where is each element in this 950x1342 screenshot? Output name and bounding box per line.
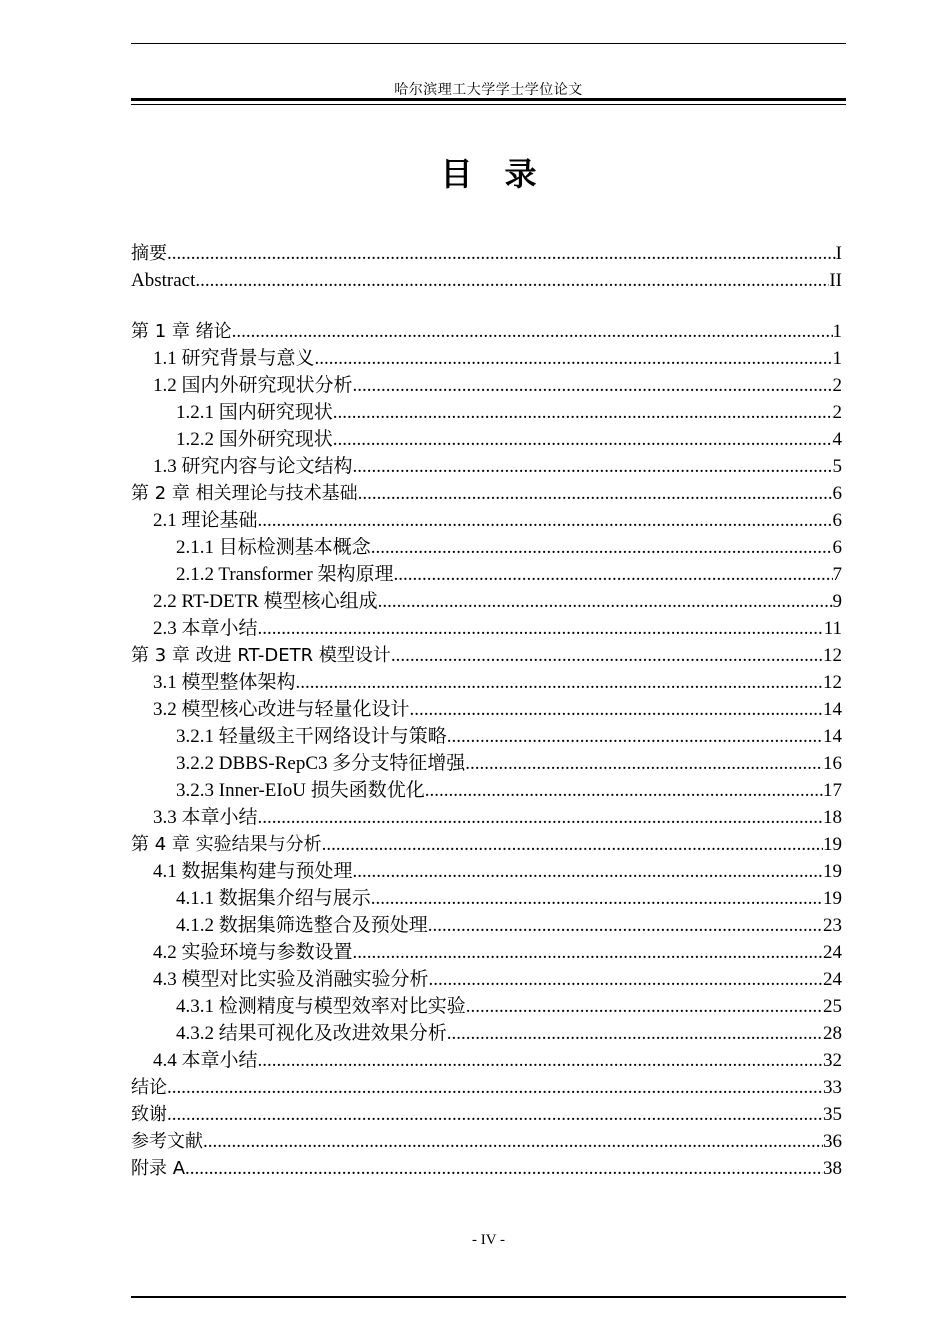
toc-dot-leader bbox=[203, 1128, 823, 1155]
toc-entry[interactable] bbox=[131, 750, 842, 777]
toc-entry-page: 6 bbox=[832, 483, 842, 504]
toc-dot-leader bbox=[296, 669, 823, 696]
toc-entry-page: 7 bbox=[832, 564, 842, 585]
toc-entry[interactable] bbox=[131, 426, 842, 453]
toc-entry[interactable] bbox=[131, 615, 842, 642]
toc-entry-label: 1.2 国内外研究现状分析 bbox=[153, 375, 353, 396]
toc-entry-label: 4.1 数据集构建与预处理 bbox=[153, 861, 353, 882]
page-number: - IV - bbox=[471, 1232, 506, 1248]
toc-entry[interactable] bbox=[131, 939, 842, 966]
toc-entry-page: 33 bbox=[823, 1077, 842, 1098]
toc-entry-page: 23 bbox=[823, 915, 842, 936]
header-thin-rule bbox=[131, 104, 846, 105]
toc-entry[interactable] bbox=[131, 372, 842, 399]
toc-dot-leader bbox=[333, 399, 833, 426]
toc-entry-label: 3.2.3 Inner-EIoU 损失函数优化 bbox=[176, 780, 425, 801]
toc-dot-leader bbox=[232, 318, 833, 345]
toc-entry[interactable] bbox=[131, 912, 842, 939]
toc-entry[interactable] bbox=[131, 267, 842, 294]
toc-dot-leader bbox=[429, 966, 823, 993]
toc-entry[interactable] bbox=[131, 561, 842, 588]
toc-entry[interactable] bbox=[131, 1155, 842, 1182]
toc-entry-label: 第 4 章 实验结果与分析 bbox=[131, 834, 322, 855]
toc-dot-leader bbox=[353, 453, 833, 480]
toc-entry[interactable] bbox=[131, 642, 842, 669]
toc-entry-label: 4.2 实验环境与参数设置 bbox=[153, 942, 353, 963]
toc-dot-leader bbox=[358, 480, 833, 507]
toc-entry[interactable] bbox=[131, 240, 842, 267]
toc-entry[interactable] bbox=[131, 723, 842, 750]
toc-dot-leader bbox=[447, 1020, 823, 1047]
toc-entry-label: 3.2.2 DBBS-RepC3 多分支特征增强 bbox=[176, 753, 466, 774]
toc-entry[interactable] bbox=[131, 453, 842, 480]
toc-entry-label: 4.1.2 数据集筛选整合及预处理 bbox=[176, 915, 428, 936]
footer-rule bbox=[131, 1296, 846, 1298]
toc-entry-label: 结论 bbox=[131, 1077, 167, 1098]
toc-entry-label: 3.2 模型核心改进与轻量化设计 bbox=[153, 699, 410, 720]
toc-dot-leader bbox=[322, 831, 823, 858]
toc-entry-page: 16 bbox=[823, 753, 842, 774]
toc-dot-leader bbox=[353, 858, 823, 885]
toc-entry-label: 致谢 bbox=[131, 1104, 167, 1125]
toc-entry[interactable] bbox=[131, 1128, 842, 1155]
toc-entry-page: 12 bbox=[823, 672, 842, 693]
toc-entry-label: 附录 A bbox=[131, 1158, 186, 1179]
toc-entry[interactable] bbox=[131, 966, 842, 993]
toc-entry-page: I bbox=[835, 243, 842, 264]
toc-title: 目 录 bbox=[440, 155, 537, 193]
toc-dot-leader bbox=[428, 912, 823, 939]
toc-dot-leader bbox=[391, 642, 823, 669]
toc-entry-page: 19 bbox=[823, 861, 842, 882]
toc-entry-label: 4.3.2 结果可视化及改进效果分析 bbox=[176, 1023, 447, 1044]
toc-entry-page: 24 bbox=[823, 942, 842, 963]
toc-entry[interactable] bbox=[131, 777, 842, 804]
toc-dot-leader bbox=[447, 723, 823, 750]
toc-entry-label: 1.1 研究背景与意义 bbox=[153, 348, 315, 369]
toc-entry-page: 38 bbox=[823, 1158, 842, 1179]
toc-entry-page: 14 bbox=[823, 699, 842, 720]
toc-entry-page: 14 bbox=[823, 726, 842, 747]
toc-dot-leader bbox=[185, 1155, 823, 1182]
toc-entry[interactable] bbox=[131, 993, 842, 1020]
toc-entry[interactable] bbox=[131, 1047, 842, 1074]
toc-entry[interactable] bbox=[131, 696, 842, 723]
toc-dot-leader bbox=[425, 777, 823, 804]
toc-entry-label: 4.4 本章小结 bbox=[153, 1050, 258, 1071]
toc-entry-page: 11 bbox=[823, 618, 842, 639]
toc-entry-page: 19 bbox=[823, 834, 842, 855]
toc-entry-page: 18 bbox=[823, 807, 842, 828]
toc-entry-label: 2.3 本章小结 bbox=[153, 618, 258, 639]
toc-entry-page: 5 bbox=[832, 456, 842, 477]
toc-dot-leader bbox=[167, 240, 836, 267]
toc-entry[interactable] bbox=[131, 804, 842, 831]
toc-entry-page: 24 bbox=[823, 969, 842, 990]
toc-entry-page: 19 bbox=[823, 888, 842, 909]
toc-entry-page: 12 bbox=[823, 645, 842, 666]
toc-entry[interactable] bbox=[131, 588, 842, 615]
toc-entry-label: Abstract bbox=[131, 270, 196, 291]
toc-entry-label: 3.1 模型整体架构 bbox=[153, 672, 296, 693]
toc-entry[interactable] bbox=[131, 831, 842, 858]
toc-dot-leader bbox=[315, 345, 833, 372]
toc-entry-label: 4.1.1 数据集介绍与展示 bbox=[176, 888, 371, 909]
toc-entry[interactable] bbox=[131, 480, 842, 507]
toc-dot-leader bbox=[393, 561, 832, 588]
toc-entry[interactable] bbox=[131, 858, 842, 885]
toc-entry[interactable] bbox=[131, 534, 842, 561]
toc-entry-page: 6 bbox=[832, 510, 842, 531]
toc-entry-label: 1.2.2 国外研究现状 bbox=[176, 429, 333, 450]
toc-entry[interactable] bbox=[131, 345, 842, 372]
header-thick-rule bbox=[131, 98, 846, 101]
toc-dot-leader bbox=[410, 696, 823, 723]
toc-entry-page: 6 bbox=[832, 537, 842, 558]
toc-entry-label: 1.3 研究内容与论文结构 bbox=[153, 456, 353, 477]
toc-dot-leader bbox=[353, 372, 833, 399]
toc-dot-leader bbox=[371, 885, 823, 912]
toc-entry-label: 3.3 本章小结 bbox=[153, 807, 258, 828]
toc-dot-leader bbox=[167, 1101, 823, 1128]
toc-entry-page: 1 bbox=[832, 321, 842, 342]
toc-dot-leader bbox=[258, 804, 823, 831]
toc-dot-leader bbox=[258, 1047, 823, 1074]
header-top-rule bbox=[131, 43, 846, 44]
toc-entry-page: 32 bbox=[823, 1050, 842, 1071]
toc-entry[interactable] bbox=[131, 318, 842, 345]
toc-entry-label: 摘要 bbox=[131, 243, 167, 264]
toc-entry-label: 2.1.1 目标检测基本概念 bbox=[176, 537, 371, 558]
toc-entry-page: 28 bbox=[823, 1023, 842, 1044]
toc-dot-leader bbox=[465, 750, 823, 777]
toc-entry-page: 2 bbox=[832, 375, 842, 396]
toc-entry-page: 25 bbox=[823, 996, 842, 1017]
toc-entry[interactable] bbox=[131, 885, 842, 912]
toc-entry[interactable] bbox=[131, 1101, 842, 1128]
toc-entry-page: 1 bbox=[832, 348, 842, 369]
toc-entry-label: 2.1 理论基础 bbox=[153, 510, 258, 531]
toc-dot-leader bbox=[195, 267, 829, 294]
toc-entry-page: 9 bbox=[832, 591, 842, 612]
toc-entry-label: 2.1.2 Transformer 架构原理 bbox=[176, 564, 394, 585]
toc-entry-label: 4.3 模型对比实验及消融实验分析 bbox=[153, 969, 429, 990]
toc-entry-page: 4 bbox=[832, 429, 842, 450]
toc-entry[interactable] bbox=[131, 669, 842, 696]
toc-entry-label: 参考文献 bbox=[131, 1131, 203, 1152]
toc-entry-page: 2 bbox=[832, 402, 842, 423]
toc-entry[interactable] bbox=[131, 399, 842, 426]
toc-dot-leader bbox=[378, 588, 833, 615]
running-header: 哈尔滨理工大学学士学位论文 bbox=[394, 83, 583, 98]
toc-entry-label: 第 3 章 改进 RT-DETR 模型设计 bbox=[131, 645, 391, 666]
toc-dot-leader bbox=[371, 534, 833, 561]
toc-entry-label: 2.2 RT-DETR 模型核心组成 bbox=[153, 591, 378, 612]
toc-dot-leader bbox=[333, 426, 833, 453]
toc-dot-leader bbox=[258, 615, 824, 642]
toc-dot-leader bbox=[353, 939, 823, 966]
toc-entry[interactable] bbox=[131, 507, 842, 534]
toc-entry-label: 4.3.1 检测精度与模型效率对比实验 bbox=[176, 996, 466, 1017]
toc-entry-label: 第 2 章 相关理论与技术基础 bbox=[131, 483, 358, 504]
toc-entry-page: 35 bbox=[823, 1104, 842, 1125]
toc-entry[interactable] bbox=[131, 1020, 842, 1047]
toc-dot-leader bbox=[258, 507, 833, 534]
toc-entry[interactable] bbox=[131, 1074, 842, 1101]
toc-dot-leader bbox=[466, 993, 823, 1020]
toc-entry-label: 1.2.1 国内研究现状 bbox=[176, 402, 333, 423]
toc-entry-page: II bbox=[829, 270, 842, 291]
toc-entry-label: 第 1 章 绪论 bbox=[131, 321, 232, 342]
toc-dot-leader bbox=[167, 1074, 823, 1101]
toc-entry-label: 3.2.1 轻量级主干网络设计与策略 bbox=[176, 726, 447, 747]
toc-entry-page: 17 bbox=[823, 780, 842, 801]
toc-entry-page: 36 bbox=[823, 1131, 842, 1152]
